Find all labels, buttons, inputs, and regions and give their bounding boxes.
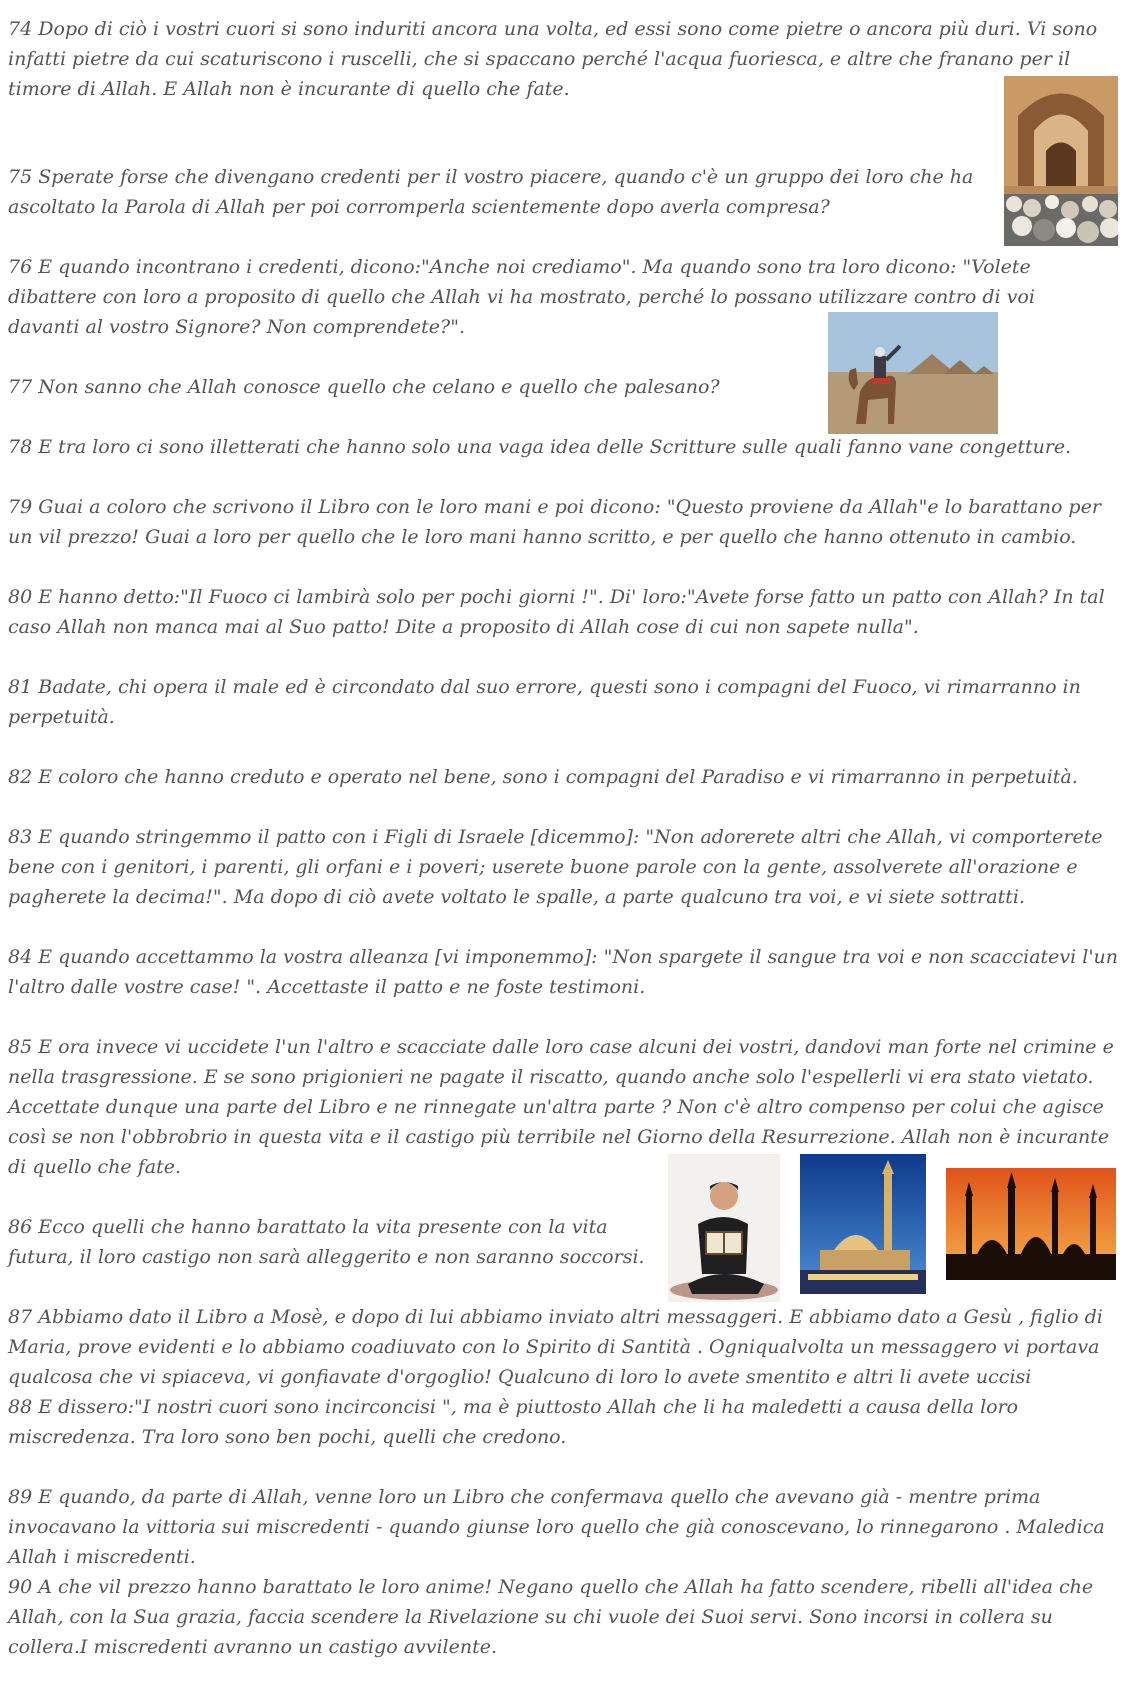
verse-number: 74: [8, 18, 33, 40]
verse-text: E quando, da parte di Allah, venne loro un Libro che confermava quello che avevano già - mentre prima invocavano la vittoria sui miscredenti - quando giunse loro quello che già conoscevano, lo rinnegarono . Maledica Allah i miscredenti.: [8, 1486, 1105, 1568]
verse-number: 83: [8, 826, 33, 848]
verse-text: Ecco quelli che hanno barattato la vita presente con la vita futura, il loro castigo non sarà alleggerito e non saranno soccorsi.: [8, 1216, 645, 1268]
verse-number: 77: [8, 376, 33, 398]
verse-text: Guai a coloro che scrivono il Libro con le loro mani e poi dicono: "Questo proviene da Allah"e lo barattano per un vil prezzo! Guai a loro per quello che le loro mani hanno scritto, e per quello che hanno ottenuto in cambio.: [8, 496, 1101, 548]
verse-number: 89: [8, 1486, 33, 1508]
verse-text: A che vil prezzo hanno barattato le loro anime! Negano quello che Allah ha fatto scendere, ribelli all'idea che Allah, con la Sua grazia, faccia scendere la Rivelazione su chi vuole dei Suoi servi. Sono incorsi in collera su collera.I miscredenti avranno un castigo avvilente.: [8, 1576, 1094, 1658]
verse-80: [8, 582, 1126, 642]
verse-text: Dopo di ciò i vostri cuori si sono induriti ancora una volta, ed essi sono come pietre o ancora più duri. Vi sono infatti pietre da cui scaturiscono i ruscelli, che si spaccano perché l'acqua fuoriesca, e altre che franano per il timore di Allah. E Allah non è incurante di quello che fate.: [8, 18, 1098, 100]
verse-number: 79: [8, 496, 33, 518]
verse-85: [8, 1032, 1126, 1182]
verse-text: E tra loro ci sono illetterati che hanno solo una vaga idea delle Scritture sulle quali fanno vane congetture.: [38, 436, 1072, 458]
verse-86: [8, 1212, 668, 1272]
mosque-interior-photo: [1004, 76, 1118, 246]
verse-84: [8, 942, 1126, 1002]
mosque-dusk-image: [800, 1154, 926, 1294]
verse-88: [8, 1392, 1126, 1452]
verse-74: [8, 14, 1126, 104]
mosque-sunset-image: [946, 1168, 1116, 1280]
verse-text: Abbiamo dato il Libro a Mosè, e dopo di lui abbiamo inviato altri messaggeri. E abbiamo dato a Gesù , figlio di Maria, prove evidenti e lo abbiamo coadiuvato con lo Spirito di Santità . Ogniqualvolta un messaggero vi portava qualcosa che vi spiaceva, vi gonfiavate d'orgoglio! Qualcuno di loro lo avete smentito e altri li avete uccisi: [8, 1306, 1103, 1388]
verse-number: 75: [8, 166, 33, 188]
verse-78: [8, 432, 1126, 462]
verse-text: E dissero:"I nostri cuori sono incirconcisi ", ma è piuttosto Allah che li ha maledetti a causa della loro miscredenza. Tra loro sono ben pochi, quelli che credono.: [8, 1396, 1019, 1448]
verse-text: Sperate forse che divengano credenti per il vostro piacere, quando c'è un gruppo dei loro che ha ascoltato la Parola di Allah per poi corromperla scientemente dopo averla compresa?: [8, 166, 974, 218]
verse-text: E hanno detto:"Il Fuoco ci lambirà solo per pochi giorni !". Di' loro:"Avete forse fatto un patto con Allah? In tal caso Allah non manca mai al Suo patto! Dite a proposito di Allah cose di cui non sapete nulla".: [8, 586, 1105, 638]
verse-number: 78: [8, 436, 33, 458]
verse-text: E coloro che hanno creduto e operato nel bene, sono i compagni del Paradiso e vi rimarranno in perpetuità.: [38, 766, 1078, 788]
verse-89: [8, 1482, 1126, 1572]
verse-number: 81: [8, 676, 33, 698]
verse-81: [8, 672, 1126, 732]
verse-83: [8, 822, 1126, 912]
verse-number: 82: [8, 766, 33, 788]
pyramids-camel-photo: [828, 312, 998, 434]
verse-82: [8, 762, 1126, 792]
verse-text: Non sanno che Allah conosce quello che celano e quello che palesano?: [38, 376, 720, 398]
verse-90: [8, 1572, 1126, 1662]
verse-text: E quando accettammo la vostra alleanza [vi imponemmo]: "Non spargete il sangue tra voi e non scacciatevi l'un l'altro dalle vostre case! ". Accettaste il patto e ne foste testimoni.: [8, 946, 1119, 998]
verse-text: Badate, chi opera il male ed è circondato dal suo errore, questi sono i compagni del Fuoco, vi rimarranno in perpetuità.: [8, 676, 1081, 728]
mosque-dusk-photo: [800, 1154, 926, 1294]
verse-number: 80: [8, 586, 33, 608]
verse-text: E ora invece vi uccidete l'un l'altro e scacciate dalle loro case alcuni dei vostri, dandovi man forte nel crimine e nella trasgressione. E se sono prigionieri ne pagate il riscatto, quando anche solo l'espellerli vi era stato vietato. Accettate dunque una parte del Libro e ne rinnegate un'altra parte ? Non c'è altro compenso per colui che agisce così se non l'obbrobrio in questa vita e il castigo più terribile nel Giorno della Resurrezione. Allah non è incurante di quello che fate.: [8, 1036, 1114, 1178]
man-reading-photo: [668, 1154, 780, 1302]
verse-number: 85: [8, 1036, 33, 1058]
verse-text: E quando incontrano i credenti, dicono:"Anche noi crediamo". Ma quando sono tra loro dicono: "Volete dibattere con loro a proposito di quello che Allah vi ha mostrato, perché lo possano utilizzare contro di voi davanti al vostro Signore? Non comprendete?".: [8, 256, 1035, 338]
mosque-sunset-photo: [946, 1168, 1116, 1280]
verse-87: [8, 1302, 1132, 1392]
verse-number: 88: [8, 1396, 33, 1418]
mosque-interior-image: [1004, 76, 1118, 246]
verse-text: E quando stringemmo il patto con i Figli di Israele [dicemmo]: "Non adorerete altri che Allah, vi comporterete bene con i genitori, i parenti, gli orfani e i poveri; userete buone parole con la gente, assolverete all'orazione e pagherete la decima!". Ma dopo di ciò avete voltato le spalle, a parte qualcuno tra voi, e vi siete sottratti.: [8, 826, 1103, 908]
verse-77: [8, 372, 808, 402]
verse-number: 90: [8, 1576, 33, 1598]
verse-number: 86: [8, 1216, 33, 1238]
verse-number: 84: [8, 946, 33, 968]
man-reading-image: [668, 1154, 780, 1302]
verse-number: 76: [8, 256, 33, 278]
pyramids-camel-image: [828, 312, 998, 434]
verse-75: [8, 162, 988, 222]
verse-79: [8, 492, 1126, 552]
verse-number: 87: [8, 1306, 33, 1328]
